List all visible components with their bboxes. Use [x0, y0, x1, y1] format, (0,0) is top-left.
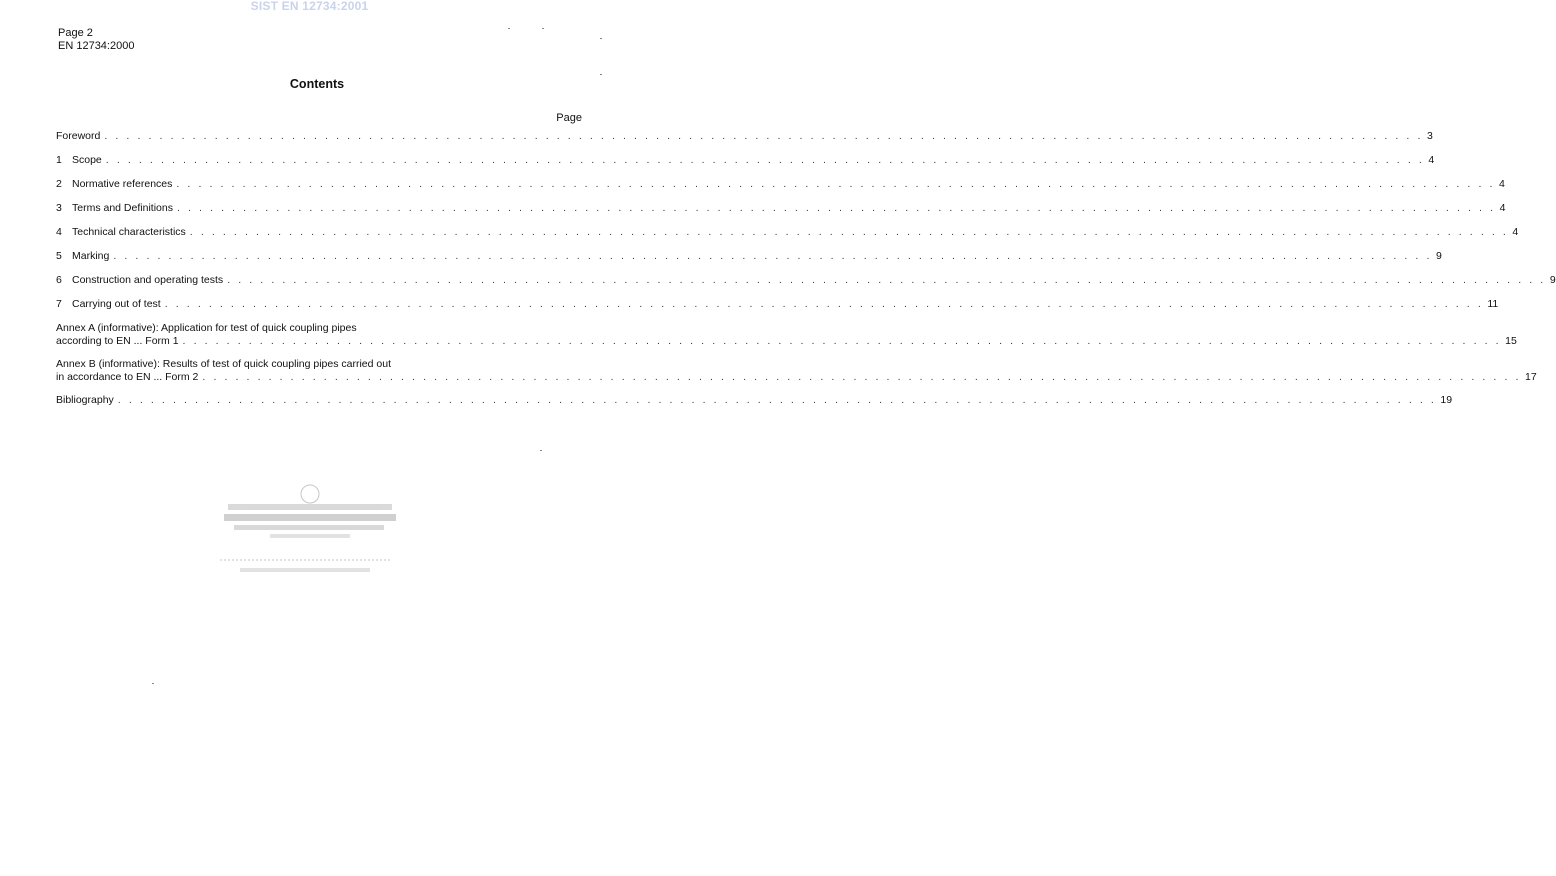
toc-entry-text: according to EN ... Form 1 [56, 335, 179, 347]
toc-entry-page: 4 [1428, 154, 1435, 166]
toc-entry-page: 15 [1505, 335, 1517, 347]
toc-entry-number: 4 [56, 226, 62, 238]
toc-entry-label [56, 335, 179, 348]
dot-leader: . . . . . . . . . . . . . . . . . . . . . . . . . . . . . . . . . . . . . . . . . . . . . . . . . . . . . . . . . . . . . . . . . . . . . . . . . . . . . . . . . . . . . . . . . . . . . . . . . . . . . . . . . . . . . . . . . . . . . . . . [104, 130, 1423, 142]
toc-entry-text: Carrying out of test [72, 298, 161, 310]
scan-speck [600, 38, 602, 39]
dot-leader: . . . . . . . . . . . . . . . . . . . . . . . . . . . . . . . . . . . . . . . . . . . . . . . . . . . . . . . . . . . . . . . . . . . . . . . . . . . . . . . . . . . . . . . . . . . . . . . . . . . . . . . . . . . . . . . . . . . . . . . . [182, 335, 1502, 347]
toc-entry-page: 19 [1440, 394, 1453, 406]
toc-entry-number: 2 [56, 178, 62, 190]
toc-entry-title-line: Annex B (informative): Results of test of quick coupling pipes carried out [56, 358, 391, 370]
dot-leader: . . . . . . . . . . . . . . . . . . . . . . . . . . . . . . . . . . . . . . . . . . . . . . . . . . . . . . . . . . . . . . . . . . . . . . . . . . . . . . . . . . . . . . . . . . . . . . . . . . . . . . . . . . . . . . . . . . . . . . . . [117, 394, 1437, 406]
toc-entry-line [56, 250, 1442, 263]
toc-entry-label [56, 226, 186, 239]
toc-entry-text: Construction and operating tests [72, 274, 224, 286]
toc-entry-text: Technical characteristics [72, 226, 186, 238]
toc-entry-number: 1 [56, 154, 62, 166]
toc-entry-page: 9 [1435, 250, 1442, 262]
dot-leader: . . . . . . . . . . . . . . . . . . . . . . . . . . . . . . . . . . . . . . . . . . . . . . . . . . . . . . . . . . . . . . . . . . . . . . . . . . . . . . . . . . . . . . . . . . . . . . . . . . . . . . . . . . . . . . . . . . . . . . . . [176, 178, 1495, 190]
toc-entry-text: Normative references [72, 178, 173, 190]
page-header [58, 27, 134, 53]
toc-entry-line [56, 202, 1506, 215]
toc-entry-text: Terms and Definitions [72, 202, 173, 214]
page-title: Contents [289, 77, 345, 91]
dot-leader: . . . . . . . . . . . . . . . . . . . . . . . . . . . . . . . . . . . . . . . . . . . . . . . . . . . . . . . . . . . . . . . . . . . . . . . . . . . . . . . . . . . . . . . . . . . . . . . . . . . . . . . . . . . . . . . . . . . . . . . . [189, 226, 1509, 238]
toc-entry-label [56, 371, 198, 384]
toc-entry-page: 4 [1512, 226, 1519, 238]
toc-entry-page: 9 [1549, 274, 1556, 286]
dot-leader: . . . . . . . . . . . . . . . . . . . . . . . . . . . . . . . . . . . . . . . . . . . . . . . . . . . . . . . . . . . . . . . . . . . . . . . . . . . . . . . . . . . . . . . . . . . . . . . . . . . . . . . . . . . . . . . . . . . . . . . . [176, 202, 1496, 214]
page-column-label: Page [556, 112, 582, 124]
toc-entry-number: 3 [56, 202, 62, 214]
scan-speck [542, 28, 544, 29]
scan-speck [540, 450, 542, 451]
toc-entry-title-line: Annex A (informative): Application for test of quick coupling pipes [56, 322, 357, 334]
toc-entry-text: Bibliography [56, 394, 114, 406]
toc-entry[interactable] [56, 130, 1433, 143]
toc-entry-label [56, 250, 109, 263]
toc-entry-text: Marking [72, 250, 110, 262]
watermark: SIST EN 12734:2001 [250, 0, 369, 13]
toc-entry-label [56, 274, 223, 287]
page-number: Page 2 [58, 27, 93, 39]
toc-entry-label [56, 130, 100, 143]
toc-entry-text: Foreword [56, 130, 101, 142]
toc-entry-page: 4 [1499, 178, 1505, 190]
toc-entry[interactable] [56, 394, 1453, 407]
toc-entry[interactable] [56, 202, 1506, 215]
seal-stamp-icon [220, 482, 400, 582]
dot-leader: . . . . . . . . . . . . . . . . . . . . . . . . . . . . . . . . . . . . . . . . . . . . . . . . . . . . . . . . . . . . . . . . . . . . . . . . . . . . . . . . . . . . . . . . . . . . . . . . . . . . . . . . . . . . . . . . . . . . . . . . [105, 154, 1425, 166]
toc-entry-text: in accordance to EN ... Form 2 [56, 371, 199, 383]
toc-entry-label [56, 298, 161, 311]
toc-entry-line [56, 274, 1556, 287]
toc-entry[interactable] [56, 178, 1505, 191]
toc-entry[interactable] [56, 250, 1442, 263]
toc-entry[interactable] [56, 322, 1517, 348]
toc-entry-page: 4 [1499, 202, 1506, 214]
toc-entry-number: 6 [56, 274, 62, 286]
toc-entry-number: 5 [56, 250, 62, 262]
dot-leader: . . . . . . . . . . . . . . . . . . . . . . . . . . . . . . . . . . . . . . . . . . . . . . . . . . . . . . . . . . . . . . . . . . . . . . . . . . . . . . . . . . . . . . . . . . . . . . . . . . . . . . . . . . . . . . . . . . . . . . . . [227, 274, 1546, 286]
toc-entry-line [56, 371, 1537, 384]
toc-entry-number: 7 [56, 298, 62, 310]
toc-entry-line [56, 130, 1433, 143]
toc-entry-line [56, 298, 1499, 311]
dot-leader: . . . . . . . . . . . . . . . . . . . . . . . . . . . . . . . . . . . . . . . . . . . . . . . . . . . . . . . . . . . . . . . . . . . . . . . . . . . . . . . . . . . . . . . . . . . . . . . . . . . . . . . . . . . . . . . . . . . . . . . . [113, 250, 1432, 262]
toc-entry-label [56, 154, 102, 167]
toc-entry-label [56, 394, 114, 407]
toc-entry-page: 3 [1426, 130, 1433, 142]
dot-leader: . . . . . . . . . . . . . . . . . . . . . . . . . . . . . . . . . . . . . . . . . . . . . . . . . . . . . . . . . . . . . . . . . . . . . . . . . . . . . . . . . . . . . . . . . . . . . . . . . . . . . . . . . . . . . . . . . . . . . . . . [164, 298, 1484, 310]
toc-entry-page: 11 [1487, 298, 1499, 310]
toc-entry-label [56, 178, 172, 191]
scan-speck [600, 74, 602, 75]
toc-entry-label [56, 202, 173, 215]
toc-entry-page: 17 [1525, 371, 1537, 383]
dot-leader: . . . . . . . . . . . . . . . . . . . . . . . . . . . . . . . . . . . . . . . . . . . . . . . . . . . . . . . . . . . . . . . . . . . . . . . . . . . . . . . . . . . . . . . . . . . . . . . . . . . . . . . . . . . . . . . . . . . . . . . . [202, 371, 1522, 383]
toc-entry[interactable] [56, 358, 1537, 384]
toc-entry-line [56, 394, 1453, 407]
toc-entry[interactable] [56, 274, 1556, 287]
toc-entry-text: Scope [72, 154, 102, 166]
toc-entry[interactable] [56, 298, 1499, 311]
toc-entry[interactable] [56, 154, 1435, 167]
standard-id: EN 12734:2000 [58, 40, 135, 52]
toc-entry-line [56, 178, 1505, 191]
toc-entry-line [56, 226, 1519, 239]
scan-speck [508, 28, 510, 29]
toc-entry-line [56, 335, 1517, 348]
toc-entry-line [56, 154, 1435, 167]
toc-entry[interactable] [56, 226, 1519, 239]
scan-speck [152, 683, 154, 684]
